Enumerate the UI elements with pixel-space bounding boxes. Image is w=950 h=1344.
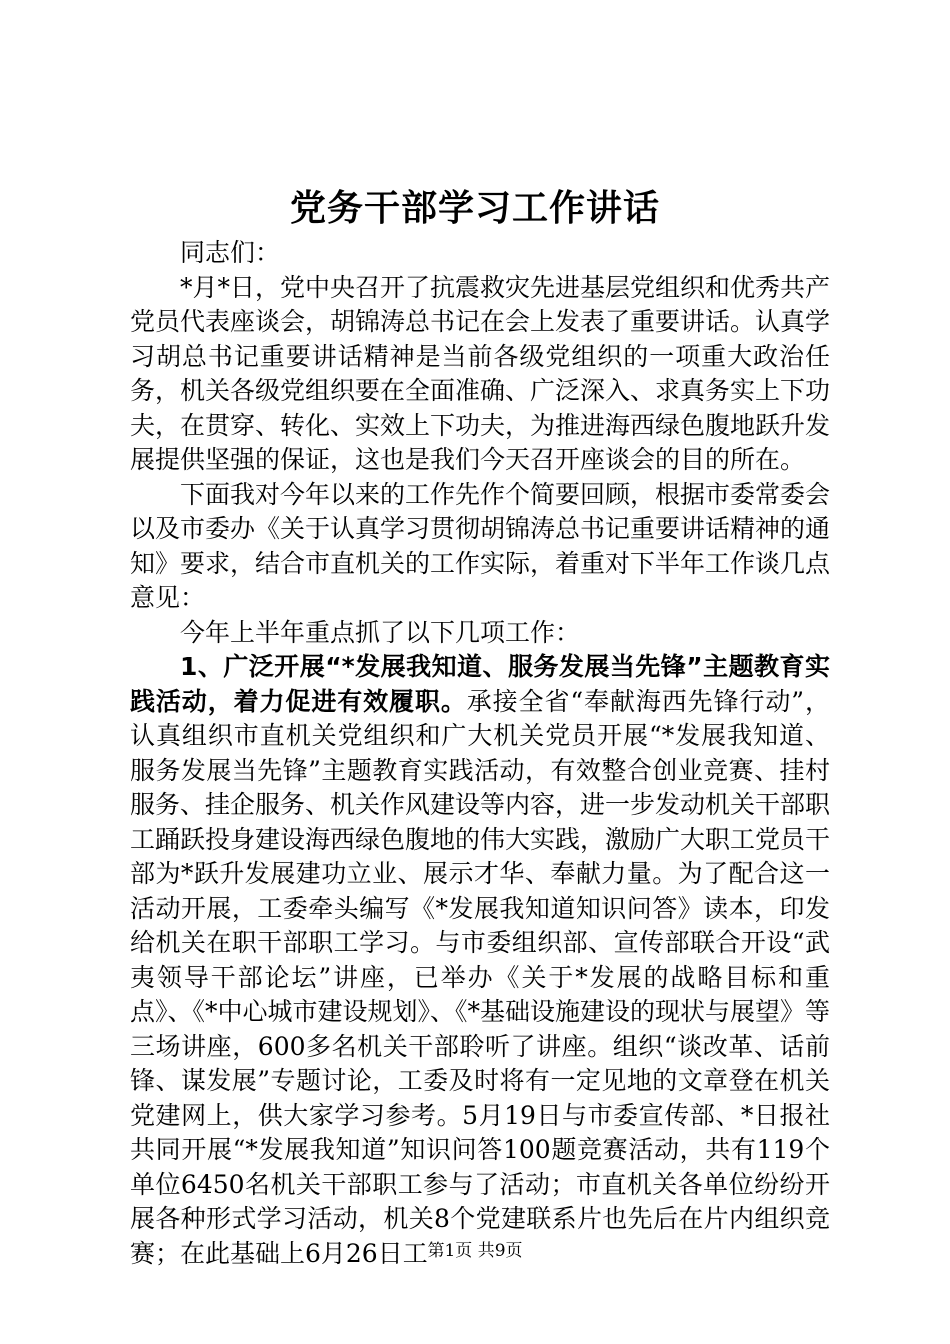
paragraph-summary: 今年上半年重点抓了以下几项工作： xyxy=(180,617,581,647)
page-footer: 第1页 共9页 xyxy=(427,1241,523,1261)
salutation: 同志们： xyxy=(180,238,281,267)
paragraph-item-1 xyxy=(130,650,830,1271)
document-title: 党务干部学习工作讲话 xyxy=(289,187,660,229)
document-body xyxy=(130,236,830,1271)
item-1-heading: 1、广泛开展“*发展我知道、服务发展当先锋”主题教育实践活动，着力促进有效履职。 xyxy=(130,652,830,716)
paragraph-intro: *月*日，党中央召开了抗震救灾先进基层党组织和优秀共产党员代表座谈会，胡锦涛总书记在会上发表了重要讲话。认真学习胡总书记重要讲话精神是当前各级党组织的一项重大政治任务，机关各级党组织要在全面准确、广泛深入、求真务实上下功夫，在贯穿、转化、实效上下功夫，为推进海西绿色腹地跃升发展提供坚强的保证，这也是我们今天召开座谈会的目的所在。 xyxy=(130,272,831,474)
item-1-text: 承接全省“奉献海西先锋行动”，认真组织市直机关党组织和广大机关党员开展“*发展我知道、服务发展当先锋”主题教育实践活动，有效整合创业竞赛、挂村服务、挂企服务、机关作风建设等内容，进一步发动机关干部职工踊跃投身建设海西绿色腹地的伟大实践，激励广大职工党员干部为*跃升发展建功立业、展示才华、奉献力量。为了配合这一活动开展，工委牵头编写《*发展我知道知识问答》读本，印发给机关在职干部职工学习。与市委组织部、宣传部联合开设“武夷领导干部论坛”讲座，已举办《关于*发展的战略目标和重点》、《*中心城市建设规划》、《*基础设施建设的现状与展望》等三场讲座，600多名机关干部聆听了讲座。组织“谈改革、话前锋、谋发展”专题讨论，工委及时将有一定见地的文章登在机关党建网上，供大家学习参考。5月19日与市委宣传部、*日报社共同开展“*发展我知道”知识问答100题竞赛活动，共有119个单位6450名机关干部职工参与了活动；市直机关各单位纷纷开展各种形式学习活动，机关8个党建联系片也先后在片内组织竞赛；在此基础上6月26日工 xyxy=(130,686,831,1268)
paragraph-review: 下面我对今年以来的工作先作个简要回顾，根据市委常委会以及市委办《关于认真学习贯彻胡锦涛总书记重要讲话精神的通知》要求，结合市直机关的工作实际，着重对下半年工作谈几点意见： xyxy=(130,479,831,612)
